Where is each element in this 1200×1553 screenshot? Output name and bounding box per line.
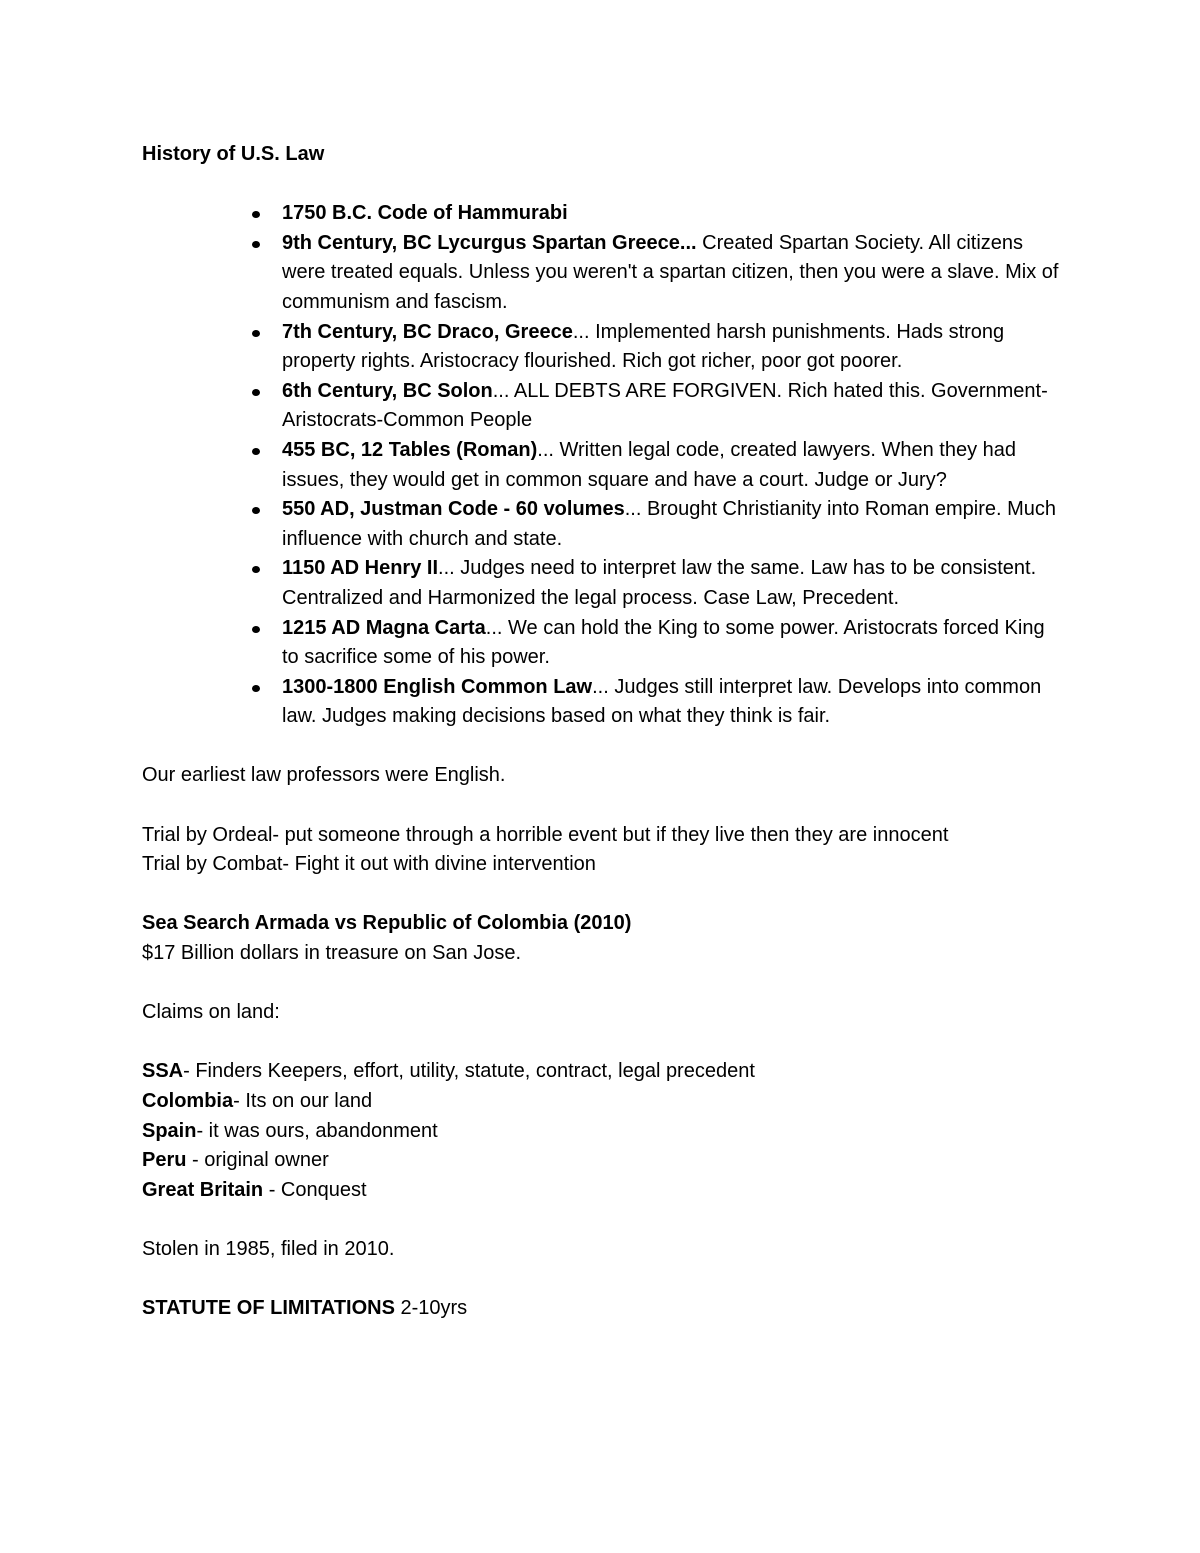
claims-heading: Claims on land: bbox=[142, 1001, 280, 1024]
claim-item bbox=[142, 1176, 1082, 1206]
statute-value: 2-10yrs bbox=[394, 1297, 468, 1320]
timeline-item-heading: 1215 AD Magna Carta bbox=[282, 616, 486, 639]
spacer bbox=[142, 170, 1082, 200]
bullet-icon bbox=[252, 211, 260, 218]
bullet-icon bbox=[252, 448, 260, 455]
timeline-item-text: ... Judges still interpret law. Develops into common law. Judges making decisions based on what they think is fair. bbox=[282, 675, 1042, 728]
bullet-icon bbox=[252, 626, 260, 633]
timeline-item-heading: 1750 B.C. Code of Hammurabi bbox=[282, 202, 568, 225]
case-heading: Sea Search Armada vs Republic of Colombia (2010) bbox=[142, 912, 632, 935]
timeline-item-heading: 9th Century, BC Lycurgus Spartan Greece... bbox=[282, 231, 697, 254]
timeline-item bbox=[142, 554, 1062, 613]
claim-text: - Finders Keepers, effort, utility, statute, contract, legal precedent bbox=[183, 1060, 755, 1083]
timeline-item-heading: 1150 AD Henry II bbox=[282, 557, 439, 580]
timeline-item-text: ... ALL DEBTS ARE FORGIVEN. Rich hated this. Government-Aristocrats-Common People bbox=[282, 379, 1048, 432]
spacer bbox=[142, 880, 1082, 910]
timeline-item-text: ... Brought Christianity into Roman empire. Much influence with church and state. bbox=[282, 498, 1057, 550]
timeline-item bbox=[142, 199, 1062, 229]
claim-item bbox=[142, 1117, 1082, 1147]
timeline-item-text: ... Judges need to interpret law the same. Law has to be consistent. Centralized and Harmonized the legal process. Case Law, Precedent. bbox=[282, 557, 1037, 609]
timeline-item bbox=[142, 377, 1062, 436]
trial-by-combat-note: Trial by Combat- Fight it out with divine intervention bbox=[142, 853, 596, 876]
claim-item bbox=[142, 1087, 1082, 1117]
timeline-item bbox=[142, 673, 1062, 732]
timeline-item bbox=[142, 614, 1062, 673]
timeline-item bbox=[142, 229, 1062, 318]
bullet-icon bbox=[252, 507, 260, 514]
statute-label: STATUTE OF LIMITATIONS bbox=[142, 1297, 395, 1320]
claim-party: Spain bbox=[142, 1119, 197, 1142]
bullet-icon bbox=[252, 330, 260, 337]
spacer bbox=[142, 1205, 1082, 1235]
document-title: History of U.S. Law bbox=[142, 143, 325, 165]
bullet-icon bbox=[252, 241, 260, 248]
spacer bbox=[142, 969, 1082, 999]
case-treasure-note: $17 Billion dollars in treasure on San Jose. bbox=[142, 942, 522, 965]
claim-text: - it was ours, abandonment bbox=[196, 1119, 438, 1142]
timeline-item bbox=[142, 436, 1062, 495]
timeline-item-heading: 550 AD, Justman Code - 60 volumes bbox=[282, 498, 625, 521]
timeline-item-text: Created Spartan Society. All citizens were treated equals. Unless you weren't a spartan citizen, then you were a slave. Mix of communism and fascism. bbox=[282, 231, 1059, 313]
claims-list bbox=[142, 1057, 1082, 1205]
bullet-icon bbox=[252, 685, 260, 692]
timeline-item-heading: 455 BC, 12 Tables (Roman) bbox=[282, 438, 538, 461]
trial-by-ordeal-note: Trial by Ordeal- put someone through a horrible event but if they live then they are innocent bbox=[142, 823, 949, 846]
bullet-icon bbox=[252, 566, 260, 573]
claim-party: SSA bbox=[142, 1060, 184, 1083]
timeline-item bbox=[142, 495, 1062, 554]
claim-text: - Its on our land bbox=[233, 1090, 373, 1112]
timeline-item-heading: 7th Century, BC Draco, Greece bbox=[282, 320, 573, 343]
spacer bbox=[142, 1028, 1082, 1058]
claim-party: Great Britain bbox=[142, 1178, 264, 1201]
timeline-item-heading: 6th Century, BC Solon bbox=[282, 379, 493, 402]
claim-item bbox=[142, 1057, 1082, 1087]
stolen-filed-note: Stolen in 1985, filed in 2010. bbox=[142, 1237, 395, 1260]
law-history-timeline bbox=[142, 199, 1082, 732]
claim-text: - original owner bbox=[186, 1149, 329, 1172]
timeline-item-heading: 1300-1800 English Common Law bbox=[282, 675, 593, 698]
spacer bbox=[142, 1265, 1082, 1295]
timeline-item-text: ... We can hold the King to some power. Aristocrats forced King to sacrifice some of his power. bbox=[282, 616, 1045, 669]
bullet-icon bbox=[252, 389, 260, 396]
claim-text: - Conquest bbox=[263, 1178, 367, 1201]
statute-of-limitations bbox=[142, 1294, 1082, 1324]
claim-party: Colombia bbox=[142, 1090, 234, 1112]
timeline-item-text: ... Written legal code, created lawyers. When they had issues, they would get in common square and have a court. Judge or Jury? bbox=[282, 438, 1017, 491]
claim-item bbox=[142, 1146, 1082, 1176]
document-body bbox=[142, 140, 1082, 1324]
earliest-professors-note: Our earliest law professors were English. bbox=[142, 764, 506, 787]
timeline-item bbox=[142, 318, 1062, 377]
timeline-item-text: ... Implemented harsh punishments. Hads strong property rights. Aristocracy flourished. Rich got richer, poor got poorer. bbox=[282, 320, 1005, 373]
spacer bbox=[142, 791, 1082, 821]
claim-party: Peru bbox=[142, 1149, 187, 1172]
spacer bbox=[142, 732, 1082, 762]
